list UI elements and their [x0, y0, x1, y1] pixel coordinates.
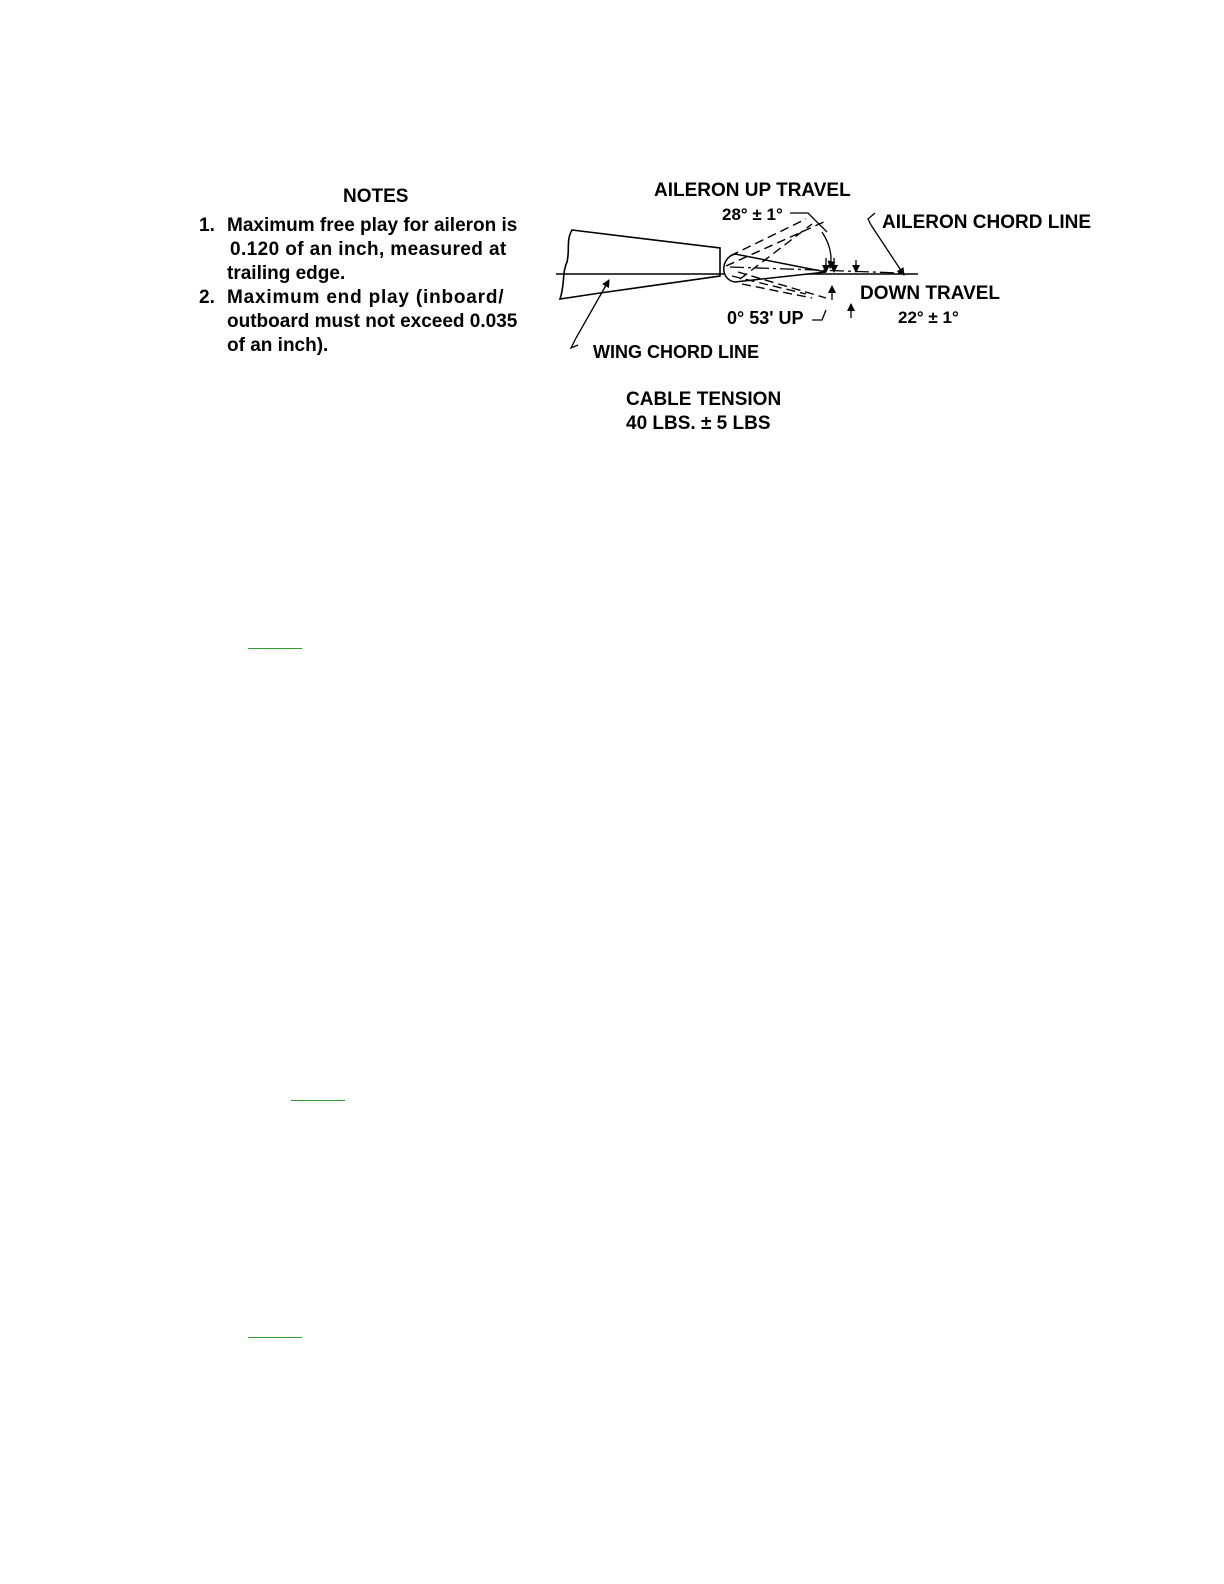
link-underline-1 — [248, 648, 302, 649]
note-number-2: 2. — [199, 287, 215, 308]
note-1-line-1: Maximum free play for aileron is — [227, 215, 518, 236]
neutral-angle-label: 0° 53' UP — [727, 308, 804, 328]
wing-chord-label: WING CHORD LINE — [593, 342, 759, 362]
link-underline-2 — [291, 1100, 345, 1101]
note-2-line-3: of an inch). — [227, 335, 329, 356]
up-travel-value: 28° ± 1° — [722, 205, 783, 224]
down-travel-value: 22° ± 1° — [898, 308, 959, 327]
cable-tension-value: 40 LBS. ± 5 LBS — [626, 413, 771, 434]
down-travel-label: DOWN TRAVEL — [860, 283, 1001, 304]
wing-section — [560, 230, 720, 299]
up-travel-label: AILERON UP TRAVEL — [654, 180, 851, 201]
aileron-chord-label: AILERON CHORD LINE — [882, 212, 1091, 233]
note-number-1: 1. — [199, 215, 215, 236]
note-1-line-2: 0.120 of an inch, measured at — [230, 239, 507, 260]
cable-tension-label: CABLE TENSION — [626, 389, 782, 410]
notes-title: NOTES — [343, 186, 409, 207]
note-1-line-3: trailing edge. — [227, 263, 346, 284]
link-underline-3 — [248, 1337, 302, 1338]
note-2-line-1: Maximum end play (inboard/ — [227, 287, 505, 308]
angle-indicators — [822, 232, 856, 318]
note-2-line-2: outboard must not exceed 0.035 — [227, 311, 518, 332]
